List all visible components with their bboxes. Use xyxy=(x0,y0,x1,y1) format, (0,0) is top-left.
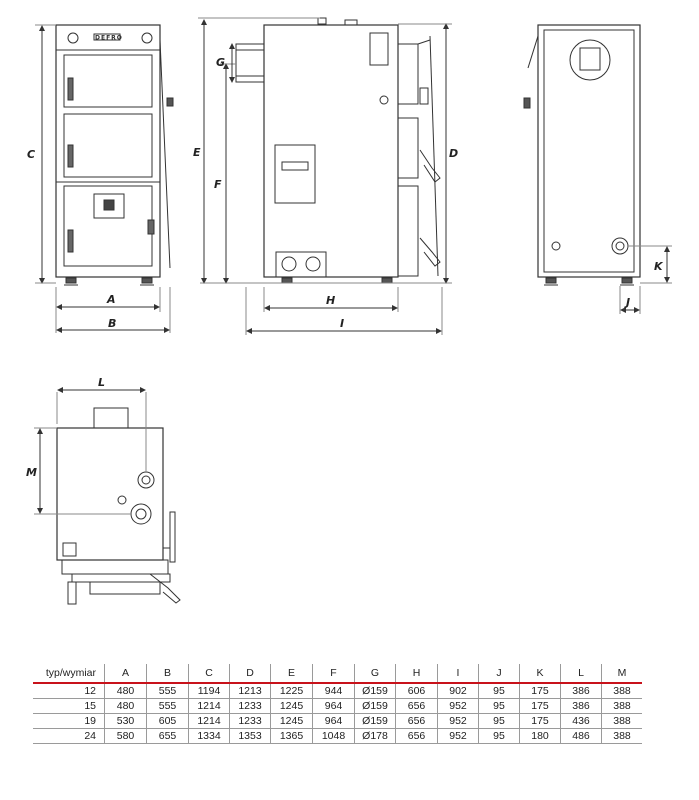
table-cell: 655 xyxy=(147,729,189,744)
vent-circle xyxy=(68,33,78,43)
table-cell: 1365 xyxy=(271,729,313,744)
table-cell: Ø178 xyxy=(355,729,396,744)
dim-label-b: B xyxy=(108,317,117,330)
side-view xyxy=(236,18,440,283)
table-header: A xyxy=(105,664,147,683)
dim-label-i: I xyxy=(340,317,345,330)
dim-label-a: A xyxy=(107,293,116,306)
table-row xyxy=(33,714,642,729)
dim-label-g: G xyxy=(216,56,226,69)
dim-label-d: D xyxy=(449,147,459,160)
table-header: E xyxy=(271,664,313,683)
table-cell: 15 xyxy=(33,699,105,714)
table-cell: 605 xyxy=(147,714,189,729)
table-cell: 964 xyxy=(313,714,355,729)
table-header: I xyxy=(438,664,479,683)
table-cell: 580 xyxy=(105,729,147,744)
table-cell: 175 xyxy=(520,683,561,699)
table-cell: Ø159 xyxy=(355,699,396,714)
table-cell: 19 xyxy=(33,714,105,729)
table-cell: 386 xyxy=(561,699,602,714)
table-header: D xyxy=(230,664,271,683)
table-cell: 388 xyxy=(602,729,643,744)
table-cell: 1194 xyxy=(189,683,230,699)
table-cell: 480 xyxy=(105,699,147,714)
table-cell: 1245 xyxy=(271,714,313,729)
table-header: K xyxy=(520,664,561,683)
ash-door xyxy=(275,145,315,203)
table-cell: 175 xyxy=(520,699,561,714)
table-cell: 1233 xyxy=(230,699,271,714)
table-header: C xyxy=(189,664,230,683)
table-header: H xyxy=(396,664,438,683)
table-cell: 1048 xyxy=(313,729,355,744)
table-cell: 175 xyxy=(520,714,561,729)
table-row xyxy=(33,683,642,699)
table-cell: 606 xyxy=(396,683,438,699)
table-cell: 95 xyxy=(479,683,520,699)
table-cell: 964 xyxy=(313,699,355,714)
dimensions-table xyxy=(33,664,642,744)
table-header: L xyxy=(561,664,602,683)
table-cell: 656 xyxy=(396,699,438,714)
table-cell: 24 xyxy=(33,729,105,744)
table-header: G xyxy=(355,664,396,683)
table-cell: Ø159 xyxy=(355,714,396,729)
table-cell: 530 xyxy=(105,714,147,729)
table-cell: 436 xyxy=(561,714,602,729)
dim-label-k: K xyxy=(654,260,663,273)
air-intake xyxy=(276,252,326,277)
upper-door xyxy=(64,55,152,107)
table-cell: 95 xyxy=(479,699,520,714)
table-cell: 95 xyxy=(479,714,520,729)
table-cell: 1353 xyxy=(230,729,271,744)
dim-label-m: M xyxy=(26,466,37,479)
top-view xyxy=(57,408,180,604)
table-header: M xyxy=(602,664,643,683)
table-cell: 952 xyxy=(438,699,479,714)
table-cell: 388 xyxy=(602,683,643,699)
table-cell: 180 xyxy=(520,729,561,744)
table-cell: 656 xyxy=(396,729,438,744)
dim-label-j: J xyxy=(626,296,631,309)
table-header: J xyxy=(479,664,520,683)
table-cell: 1225 xyxy=(271,683,313,699)
dim-label-h: H xyxy=(326,294,336,307)
table-cell: 386 xyxy=(561,683,602,699)
table-cell: 902 xyxy=(438,683,479,699)
table-cell: 480 xyxy=(105,683,147,699)
table-cell: 1334 xyxy=(189,729,230,744)
table-header: F xyxy=(313,664,355,683)
table-header-row xyxy=(33,664,642,683)
table-row xyxy=(33,699,642,714)
table-row xyxy=(33,729,642,744)
table-cell: 952 xyxy=(438,714,479,729)
middle-door xyxy=(64,114,152,177)
table-cell: 555 xyxy=(147,699,189,714)
table-cell: 1214 xyxy=(189,699,230,714)
lower-door xyxy=(64,186,152,266)
brand-label: DEFRO xyxy=(95,34,123,42)
table-cell: 388 xyxy=(602,714,643,729)
dim-label-l: L xyxy=(98,376,106,389)
table-cell: 486 xyxy=(561,729,602,744)
table-cell: 95 xyxy=(479,729,520,744)
table-cell: 1213 xyxy=(230,683,271,699)
table-cell: 1245 xyxy=(271,699,313,714)
back-view xyxy=(524,25,640,285)
table-cell: 952 xyxy=(438,729,479,744)
dim-label-c: C xyxy=(27,148,36,161)
table-cell: 1214 xyxy=(189,714,230,729)
table-cell: 12 xyxy=(33,683,105,699)
table-cell: 388 xyxy=(602,699,643,714)
table-header: typ/wymiar xyxy=(33,664,105,683)
table-cell: 944 xyxy=(313,683,355,699)
table-cell: 656 xyxy=(396,714,438,729)
return-connector xyxy=(612,238,628,254)
table-cell: Ø159 xyxy=(355,683,396,699)
table-cell: 1233 xyxy=(230,714,271,729)
front-view xyxy=(56,25,173,285)
flue-outlet xyxy=(570,40,610,80)
dim-label-e: E xyxy=(193,146,201,159)
table-header: B xyxy=(147,664,189,683)
dim-label-f: F xyxy=(214,178,222,191)
table-cell: 555 xyxy=(147,683,189,699)
